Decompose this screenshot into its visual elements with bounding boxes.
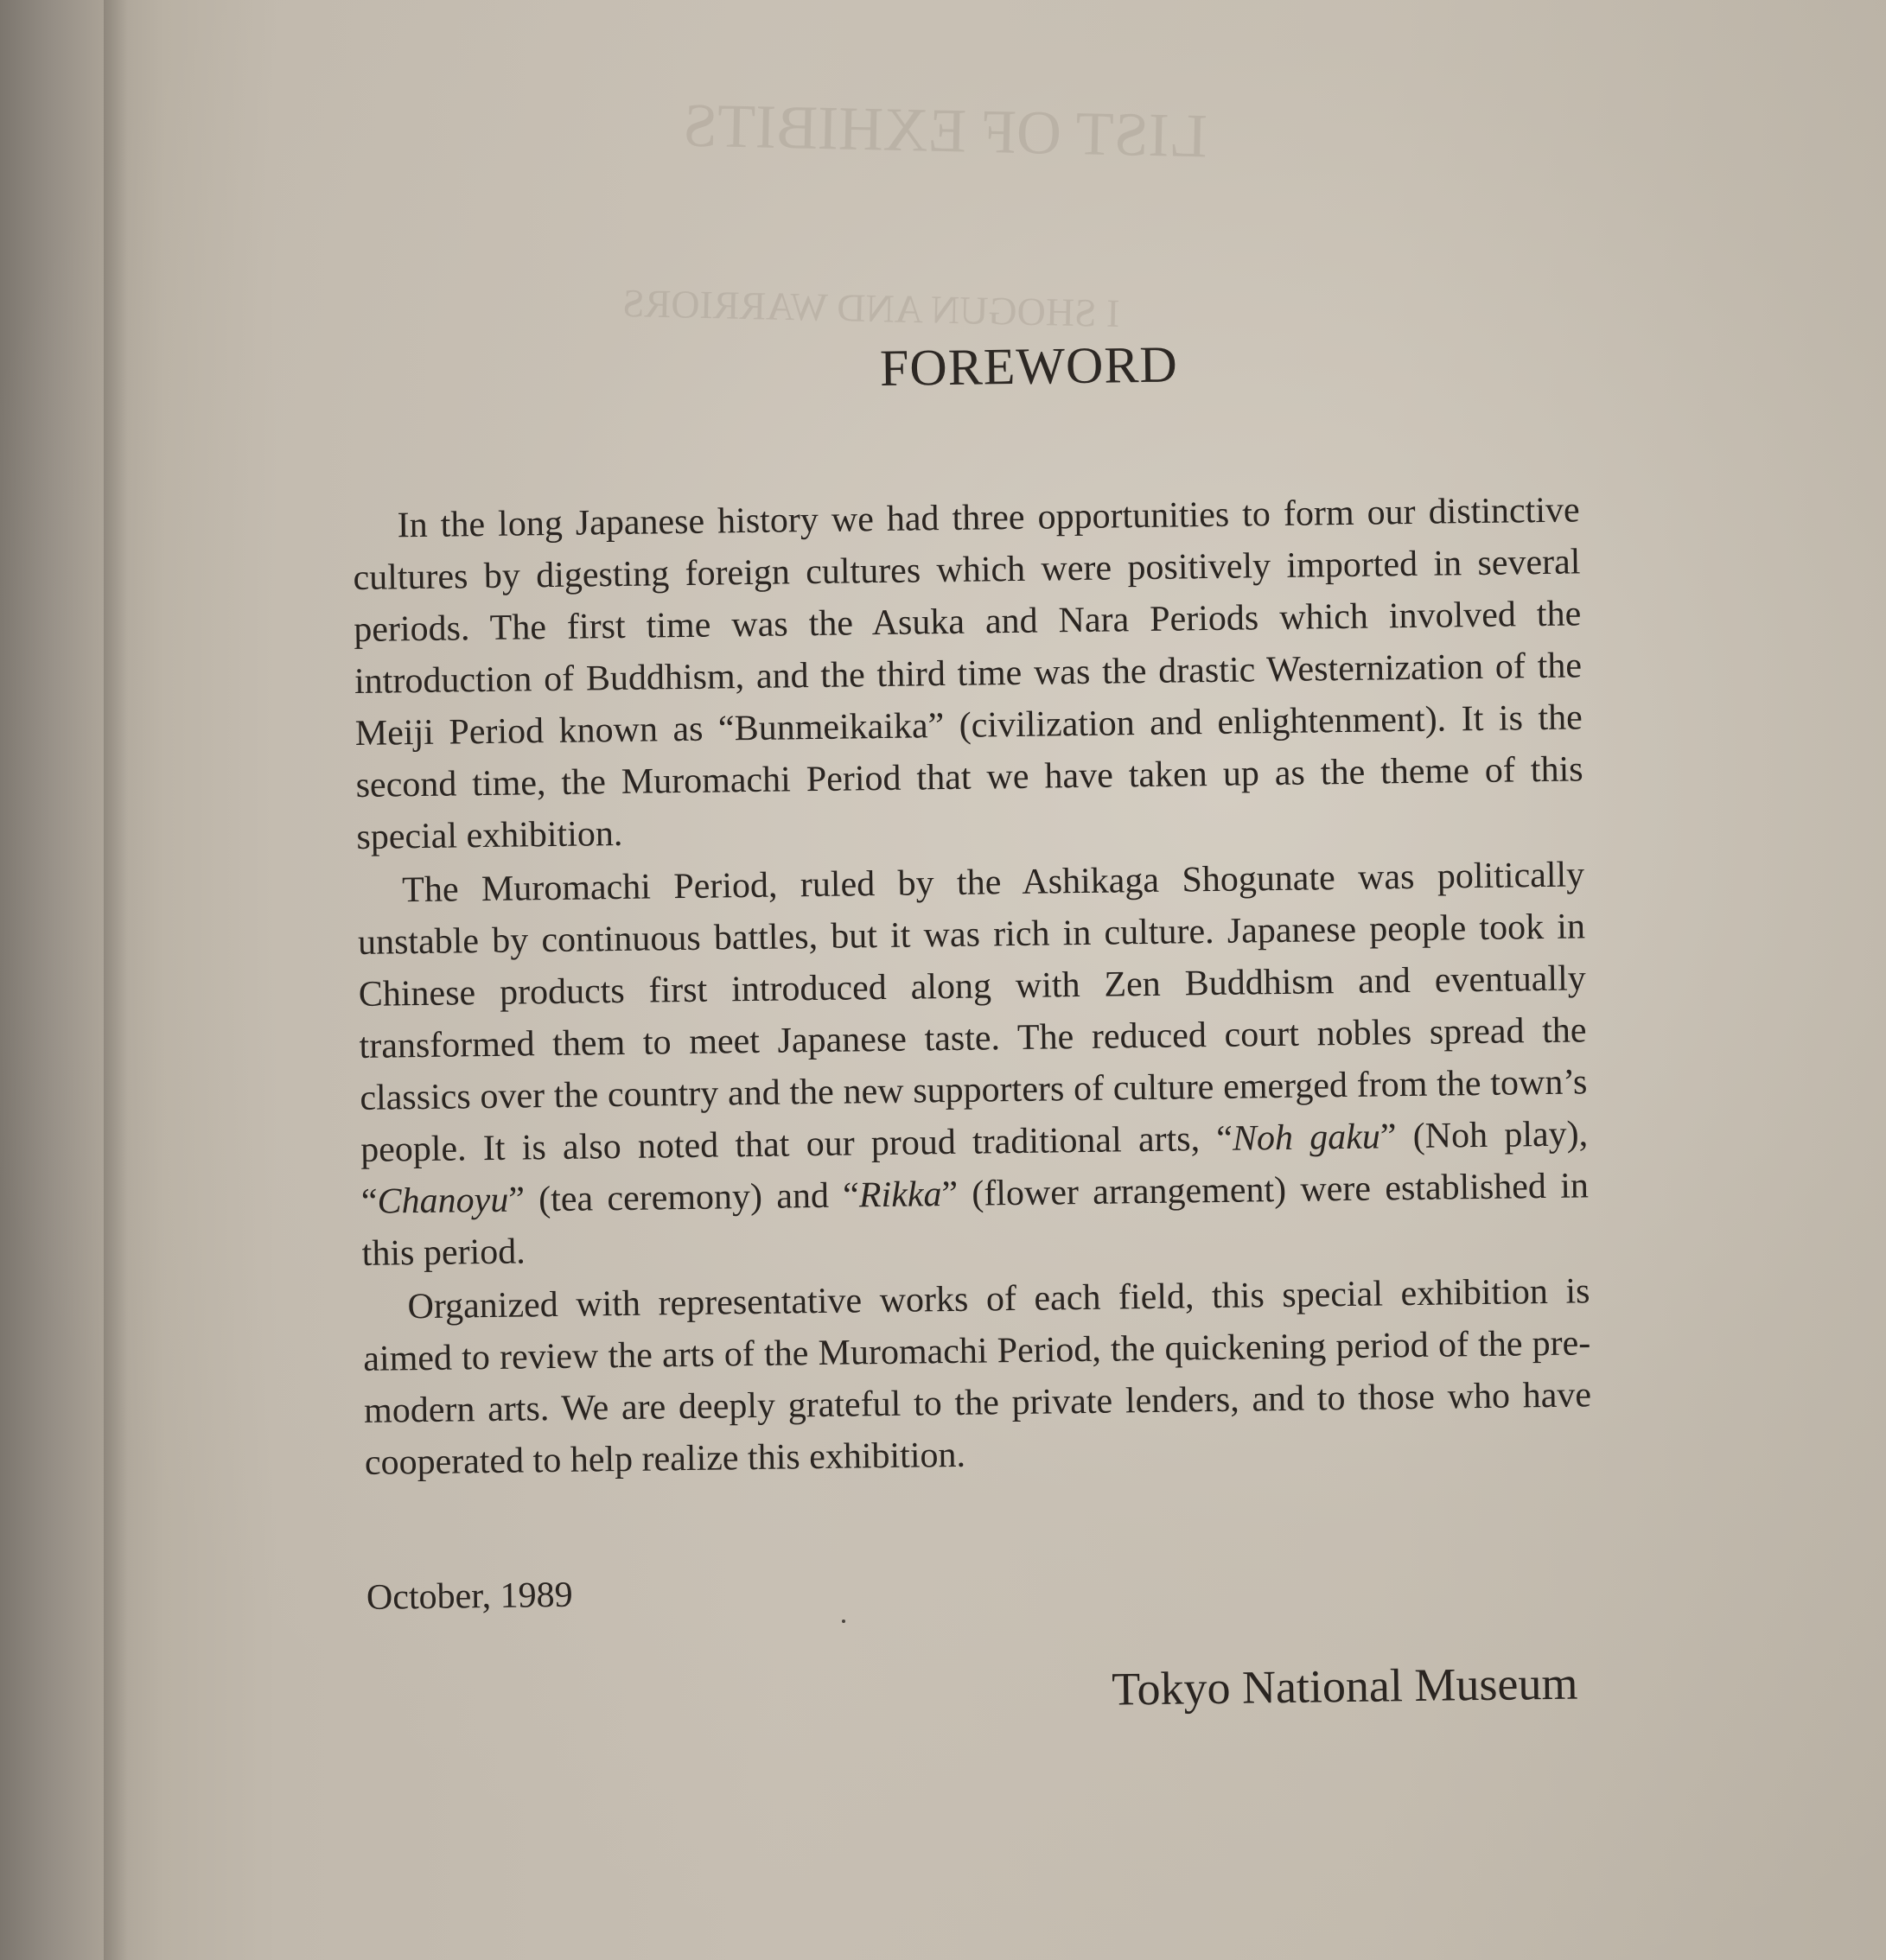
italic-term: Noh gaku — [1232, 1117, 1381, 1159]
page-title: FOREWORD — [879, 335, 1179, 397]
italic-term: Chanoyu — [377, 1180, 509, 1222]
show-through-text: I SHOGUN AND WARRIORS — [621, 280, 1120, 336]
text-run: ” (tea ceremony) and “ — [507, 1175, 860, 1220]
paragraph — [352, 484, 1583, 863]
binding-gutter-shadow — [104, 0, 128, 1960]
text-run: In the long Japanese history we had three opportunities to form our distinctive cultures by digesting foreign cultures which were positively imported in several periods. The first time was the Asuka and Nara Periods which involved the introduction of Buddhism, and the third time was the drastic Westernization of the Meiji Period known as “Bunmeikaika” (civilization and enlightenment). It is the second time, the Muromachi Period that we have taken up as the theme of this special exhibition. — [353, 490, 1583, 857]
show-through-text: LIST OF EXHIBITS — [682, 90, 1208, 171]
italic-term: Rikka — [858, 1174, 942, 1216]
date-line: October, 1989 — [366, 1575, 573, 1618]
text-run: ” (flower arrangement) were established in this period. — [361, 1166, 1590, 1274]
paragraph — [362, 1265, 1592, 1489]
text-run: The Muromachi Period, ruled by the Ashikaga Shogunate was politically unstable by continuous battles, but it was rich in culture. Japanese people took in Chinese products first introduced along with Zen Buddhism and eventually transformed them to meet Japanese taste. The reduced court nobles spread the classics over the country and the new supporters of culture emerged from the town’s people. It is also noted that our proud traditional arts, “ — [357, 855, 1588, 1170]
paragraph — [357, 849, 1590, 1280]
foreword-section — [350, 329, 1596, 1725]
foreword-body — [352, 484, 1592, 1488]
text-run: ” (Noh play), “ — [360, 1114, 1589, 1222]
text-run: Organized with representative works of each field, this special exhibition is aimed to review the arts of the Muromachi Period, the quickening period of the pre-modern arts. We are deeply grateful to the private lenders, and to those who have cooperated to help realize this exhibition. — [363, 1271, 1592, 1483]
paper-speck — [842, 1620, 845, 1623]
signature: Tokyo National Museum — [1111, 1657, 1578, 1715]
